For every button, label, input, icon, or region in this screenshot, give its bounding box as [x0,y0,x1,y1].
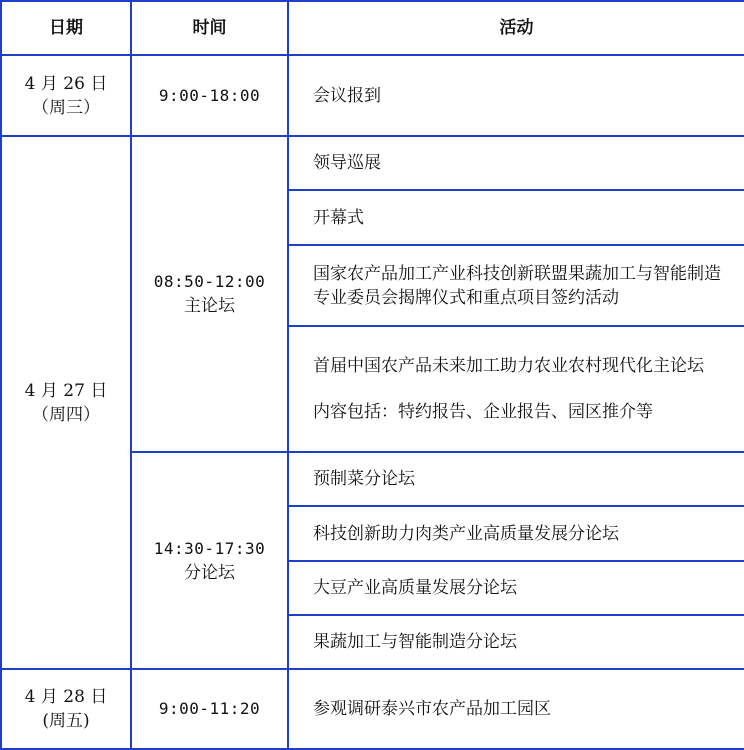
time-cell [131,136,288,452]
weekday-label: （周四） [32,404,100,425]
weekday-label: (周五) [42,711,90,731]
date-cell [1,55,131,136]
table-row [1,55,744,136]
main-forum-content: 内容包括：特约报告、企业报告、园区推介等 [313,402,653,422]
activity-cell [288,326,744,452]
session-label: 主论坛 [184,296,235,316]
header-time: 时间 [131,1,288,55]
date-cell [1,136,131,669]
activity-cell: 会议报到 [288,55,744,136]
date-cell [1,669,131,749]
time-cell [131,669,288,749]
activity-cell: 预制菜分论坛 [288,452,744,506]
time-label: 9:00-18:00 [158,85,261,105]
header-row [1,1,744,55]
activity-cell: 领导巡展 [288,136,744,190]
time-cell [131,452,288,669]
header-activity: 活动 [288,1,744,55]
time-label: 14:30-17:30 [153,538,266,558]
time-cell [131,55,288,136]
date-label: 4 月 28 日 [24,687,108,707]
date-label: 4 月 27 日 [24,380,108,401]
table-row [1,669,744,749]
table-row [1,136,744,190]
time-label: 08:50-12:00 [153,272,266,291]
activity-cell: 大豆产业高质量发展分论坛 [288,561,744,615]
activity-cell: 参观调研泰兴市农产品加工园区 [288,669,744,749]
activity-cell: 开幕式 [288,190,744,245]
time-label: 9:00-11:20 [158,699,261,718]
session-label: 分论坛 [184,562,235,583]
activity-cell: 科技创新助力肉类产业高质量发展分论坛 [288,506,744,561]
activity-cell: 果蔬加工与智能制造分论坛 [288,615,744,669]
header-date: 日期 [1,1,131,55]
activity-cell: 国家农产品加工产业科技创新联盟果蔬加工与智能制造专业委员会揭牌仪式和重点项目签约活动 [288,245,744,326]
main-forum-title: 首届中国农产品未来加工助力农业农村现代化主论坛 [313,356,704,376]
weekday-label: （周三） [32,97,100,118]
date-label: 4 月 26 日 [24,73,108,94]
